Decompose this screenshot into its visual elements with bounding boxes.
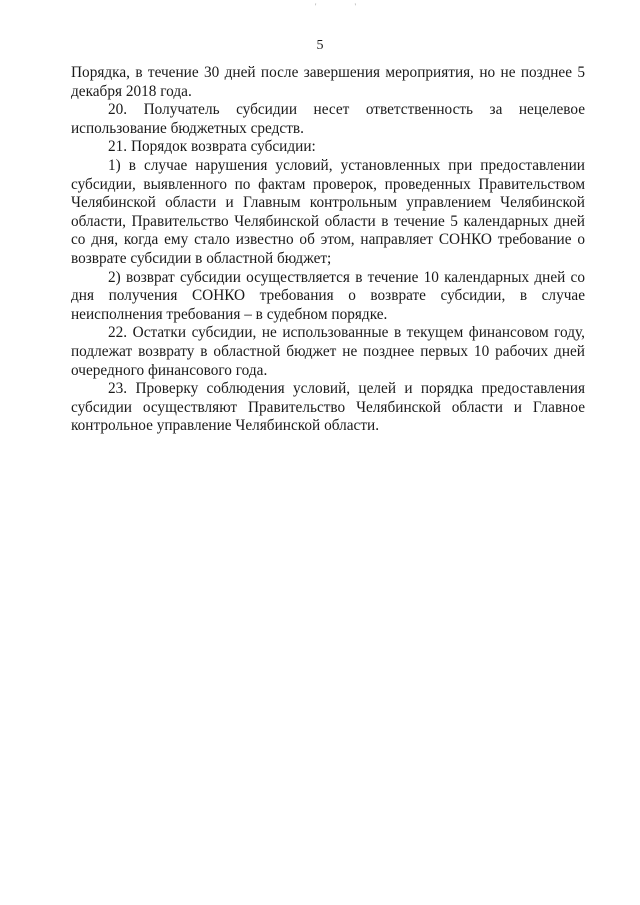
paragraph-subitem-2: 2) возврат субсидии осуществляется в течение 10 календарных дней со дня получения СОНКО требования о возврате субсидии, в случае неисполнения требования – в судебном порядке. [71,268,585,323]
paragraph-subitem-1: 1) в случае нарушения условий, установленных при предоставлении субсидии, выявленного по фактам проверок, проведенных Правительством Челябинской области и Главным контрольным управлением Челябинской области, Правительство Челябинской области в течение 5 календарных дней со дня, когда ему стало известно об этом, направляет СОНКО требование о возврате субсидии в областной бюджет; [71,156,585,267]
page-number: 5 [316,38,324,53]
paragraph-item-21: 21. Порядок возврата субсидии: [108,138,316,156]
document-body [71,64,585,436]
scan-marks: ' ' [315,2,374,11]
paragraph-item-22: 22. Остатки субсидии, не использованные в текущем финансовом году, подлежат возврату в областной бюджет не позднее первых 10 рабочих дней очередного финансового года. [71,324,585,379]
paragraph-continuation: Порядка, в течение 30 дней после завершения мероприятия, но не позднее 5 декабря 2018 года. [71,64,585,100]
paragraph-item-23: 23. Проверку соблюдения условий, целей и порядка предоставления субсидии осуществляют Правительство Челябинской области и Главное контрольное управление Челябинской области. [71,380,585,435]
paragraph-item-20: 20. Получатель субсидии несет ответственность за нецелевое использование бюджетных средств. [71,101,585,137]
